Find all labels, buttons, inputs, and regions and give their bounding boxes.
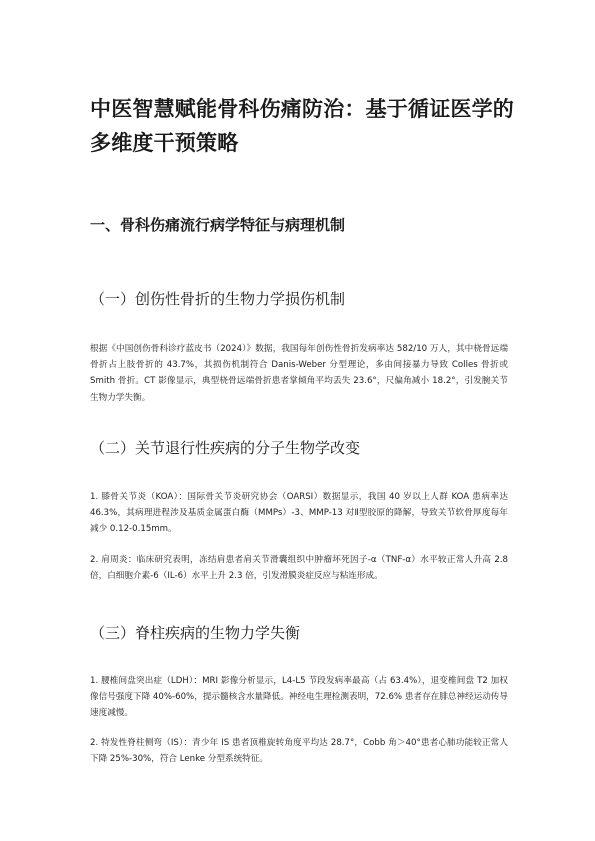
list-item-scoliosis: 2. 特发性脊柱侧弯（IS）：青少年 IS 患者顶椎旋转角度平均达 28.7°，Cobb 角＞40°患者心肺功能较正常人下降 25%-30%，符合 Lenke 分型系统特征。 bbox=[90, 738, 508, 765]
paragraph-fracture: 根据《中国创伤骨科诊疗蓝皮书（2024）》数据，我国每年创伤性骨折发病率达 582/10 万人，其中桡骨远端骨折占上肢骨折的 43.7%，其损伤机制符合 Danis-Weber 分型理论，多由间接暴力导致 Colles 骨折或 Smith 骨折。CT 影像显示，典型桡骨远端骨折患者掌倾角平均丢失 23.6°，尺偏角减小 18.2°，引发腕关节生物力学失衡。 bbox=[90, 344, 508, 403]
subsection-heading-3: （三）脊柱疾病的生物力学失衡 bbox=[90, 624, 301, 642]
list-item-frozen-shoulder: 2. 肩周炎：临床研究表明，冻结肩患者肩关节滑囊组织中肿瘤坏死因子-α（TNF-α）水平较正常人升高 2.8 倍，白细胞介素-6（IL-6）水平上升 2.3 倍，引发滑膜炎症反应与粘连形成。 bbox=[90, 555, 508, 582]
section-heading-1: 一、骨科伤痛流行病学特征与病理机制 bbox=[90, 216, 346, 234]
list-item-ldh: 1. 腰椎间盘突出症（LDH）：MRI 影像分析显示，L4-L5 节段发病率最高（占 63.4%），退变椎间盘 T2 加权像信号强度下降 40%-60%，提示髓核含水量降低。神经电生理检测表明，72.6% 患者存在腓总神经运动传导速度减慢。 bbox=[90, 676, 508, 719]
document-title: 中医智慧赋能骨科伤痛防治：基于循证医学的多维度干预策略 bbox=[90, 97, 514, 155]
list-item-koa: 1. 膝骨关节炎（KOA）：国际骨关节炎研究协会（OARSI）数据显示，我国 40 岁以上人群 KOA 患病率达 46.3%，其病理进程涉及基质金属蛋白酶（MMPs）-3、MMP-13 对Ⅱ型胶原的降解，导致关节软骨厚度每年减少 0.12-0.15mm。 bbox=[90, 492, 508, 535]
subsection-heading-1: （一）创伤性骨折的生物力学损伤机制 bbox=[90, 290, 346, 308]
subsection-heading-2: （二）关节退行性疾病的分子生物学改变 bbox=[90, 439, 361, 457]
